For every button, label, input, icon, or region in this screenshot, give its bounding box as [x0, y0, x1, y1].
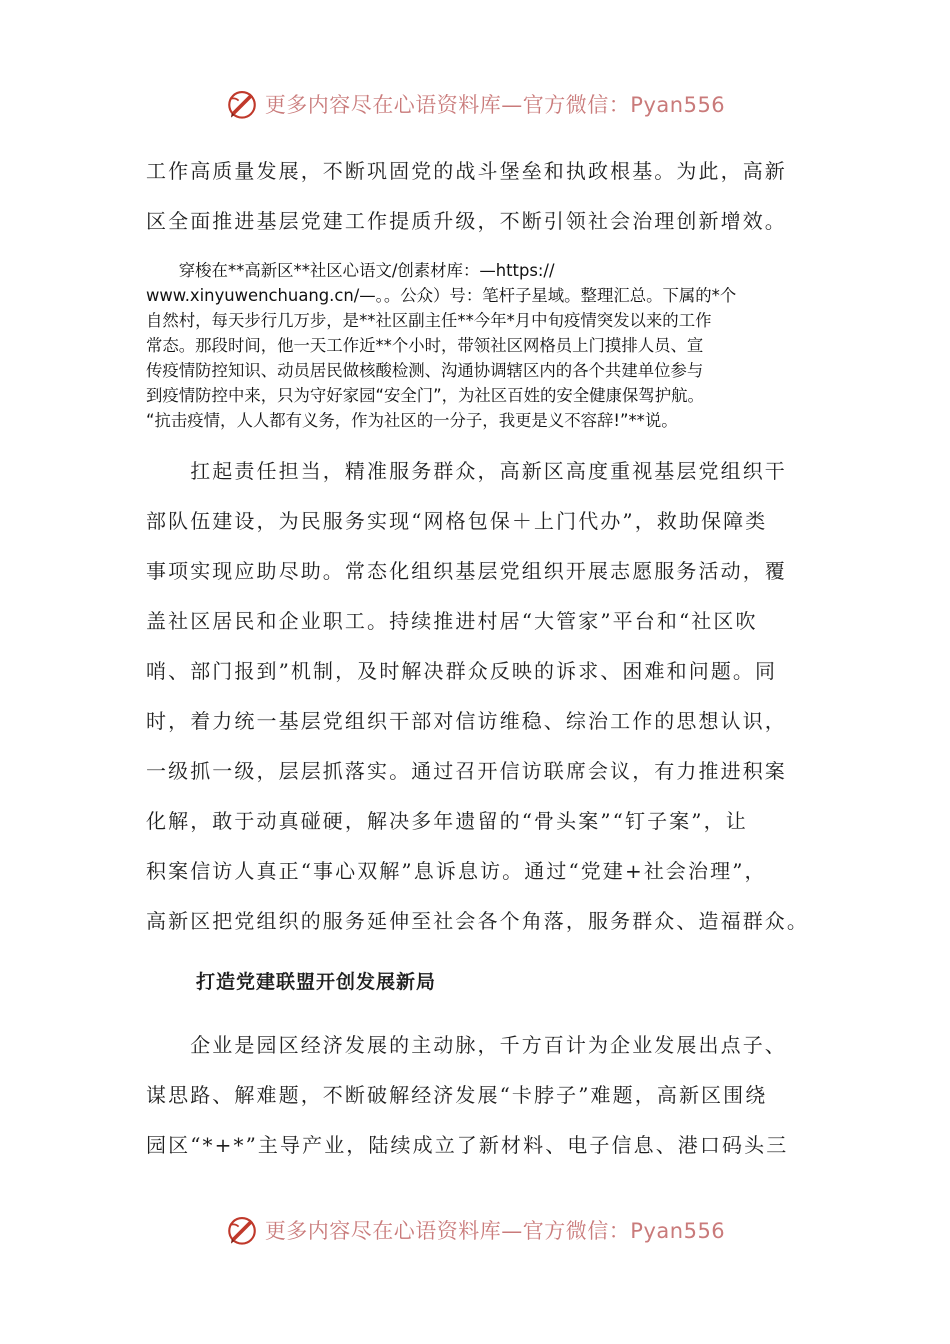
- pen-nib-logo-icon: [225, 1213, 259, 1247]
- text-line: 化解，敢于动真碰硬，解决多年遗留的“骨头案”“钉子案”，让: [146, 809, 748, 833]
- text-line: 工作高质量发展，不断巩固党的战斗堡垒和执政根基。为此，高新: [146, 159, 787, 183]
- paragraph-4: [146, 1020, 810, 1170]
- text-line: 企业是园区经济发展的主动脉，千方百计为企业发展出点子、: [146, 1033, 787, 1057]
- text-line: 谋思路、解难题，不断破解经济发展“卡脖子”难题，高新区围绕: [146, 1083, 768, 1107]
- text-line: “抗击疫情，人人都有义务，作为社区的一分子，我更是义不容辞!”**说。: [146, 411, 678, 430]
- text-line: 事项实现应助尽助。常态化组织基层党组织开展志愿服务活动，覆: [146, 559, 787, 583]
- paragraph-1: [146, 146, 810, 246]
- text-line: 自然村，每天步行几万步，是**社区副主任**今年*月中旬疫情突发以来的工作: [146, 311, 712, 330]
- text-line: 区全面推进基层党建工作提质升级，不断引领社会治理创新增效。: [146, 209, 787, 233]
- text-line: 穿梭在**高新区**社区心语文/创素材库：—https://: [146, 261, 555, 280]
- pen-nib-logo-icon: [225, 87, 259, 121]
- section-heading: 打造党建联盟开创发展新局: [196, 971, 437, 993]
- text-line: 部队伍建设，为民服务实现“网格包保＋上门代办”，救助保障类: [146, 509, 768, 533]
- text-line: 园区“*+*”主导产业，陆续成立了新材料、电子信息、港口码头三: [146, 1133, 789, 1157]
- watermark-text: 更多内容尽在心语资料库—官方微信：Pyan556: [264, 1219, 726, 1243]
- text-line: 哨、部门报到”机制，及时解决群众反映的诉求、困难和问题。同: [146, 659, 778, 683]
- text-line: 传疫情防控知识、动员居民做核酸检测、沟通协调辖区内的各个共建单位参与: [146, 361, 704, 380]
- paragraph-3: [146, 446, 810, 946]
- text-line: 扛起责任担当，精准服务群众，高新区高度重视基层党组织干: [146, 459, 787, 483]
- text-line: 到疫情防控中来，只为守好家园“安全门”，为社区百姓的安全健康保驾护航。: [146, 386, 704, 405]
- header-watermark-banner: [0, 84, 950, 124]
- watermark-text: 更多内容尽在心语资料库—官方微信：Pyan556: [264, 93, 726, 117]
- text-line: 积案信访人真正“事心双解”息诉息访。通过“党建+社会治理”，: [146, 859, 767, 883]
- text-line: 时，着力统一基层党组织干部对信访维稳、综治工作的思想认识，: [146, 709, 787, 733]
- text-line: 常态。那段时间，他一天工作近**个小时，带领社区网格员上门摸排人员、宣: [146, 336, 704, 355]
- text-line: 高新区把党组织的服务延伸至社会各个角落，服务群众、造福群众。: [146, 909, 809, 933]
- text-line: 盖社区居民和企业职工。持续推进村居“大管家”平台和“社区吹: [146, 609, 758, 633]
- footer-watermark-banner: [0, 1210, 950, 1250]
- text-line: 一级抓一级，层层抓落实。通过召开信访联席会议，有力推进积案: [146, 759, 787, 783]
- text-line: www.xinyuwenchuang.cn/—。。公众）号：笔杆子星域。整理汇总。下属的*个: [146, 286, 737, 305]
- paragraph-2: [146, 258, 810, 433]
